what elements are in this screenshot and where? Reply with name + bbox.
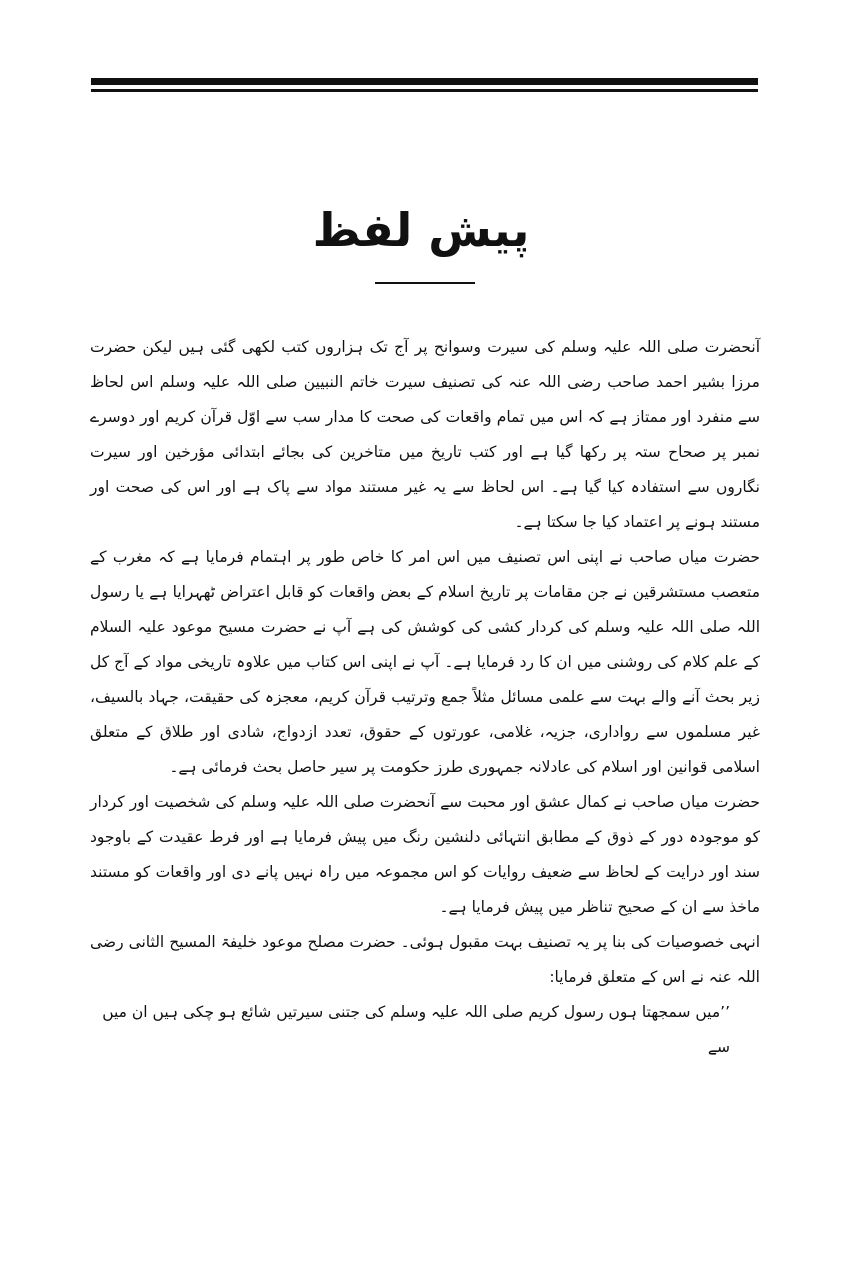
title-underline xyxy=(375,282,475,284)
paragraph: انہی خصوصیات کی بنا پر یہ تصنیف بہت مقبول ہوئی۔ حضرت مصلح موعود خلیفۃ المسیح الثانی رضی اللہ عنہ نے اس کے متعلق فرمایا: xyxy=(90,933,760,986)
header-rule-thick xyxy=(91,78,758,85)
paragraph: حضرت میاں صاحب نے کمال عشق اور محبت سے آنحضرت صلی اللہ علیہ وسلم کی شخصیت اور کردار کو موجودہ دور کے ذوق کے مطابق انتہائی دلنشین رنگ میں پیش فرمایا ہے اور فرط عقیدت کے باوجود سند اور درایت کے لحاظ سے ضعیف روایات کو اس مجموعہ میں راہ نہیں پانے دی اور واقعات کو مستند ماخذ سے ان کے صحیح تناظر میں پیش فرمایا ہے۔ xyxy=(90,793,760,916)
paragraph: حضرت میاں صاحب نے اپنی اس تصنیف میں اس امر کا خاص طور پر اہتمام فرمایا ہے کہ مغرب کے متعصب مستشرقین نے جن مقامات پر تاریخ اسلام کے بعض واقعات کو قابل اعتراض ٹھہرایا ہے یا رسول اللہ صلی اللہ علیہ وسلم کی کردار کشی کی کوشش کی ہے آپ نے حضرت مسیح موعود علیہ السلام کے علم کلام کی روشنی میں ان کا رد فرمایا ہے۔ آپ نے اپنی اس کتاب میں علاوہ تاریخی مواد کے آج کل زیر بحث آنے والے بہت سے علمی مسائل مثلاً جمع وترتیب قرآن کریم، معجزہ کی حقیقت، جہاد بالسیف، غیر مسلموں سے رواداری، جزیہ، غلامی، عورتوں کے حقوق، تعدد ازدواج، شادی اور طلاق کے متعلق اسلامی قوانین اور اسلام کی عادلانہ جمہوری طرز حکومت پر سیر حاصل بحث فرمائی ہے۔ xyxy=(90,548,760,776)
body-text xyxy=(90,330,760,1065)
paragraph: آنحضرت صلی اللہ علیہ وسلم کی سیرت وسوانح پر آج تک ہزاروں کتب لکھی گئی ہیں لیکن حضرت مرزا بشیر احمد صاحب رضی اللہ عنہ کی تصنیف سیرت خاتم النبیین صلی اللہ علیہ وسلم اس لحاظ سے منفرد اور ممتاز ہے کہ اس میں تمام واقعات کی صحت کا مدار سب سے اوّل قرآن کریم اور دوسرے نمبر پر صحاح ستہ پر رکھا گیا ہے اور کتب تاریخ میں متاخرین کی بجائے ابتدائی مؤرخین اور سیرت نگاروں سے استفادہ کیا گیا ہے۔ اس لحاظ سے یہ غیر مستند مواد سے پاک ہے اور اس کی صحت اور مستند ہونے پر اعتماد کیا جا سکتا ہے۔ xyxy=(90,338,760,531)
page-title: پیش لفظ xyxy=(312,203,530,257)
header-rule-thin xyxy=(91,89,758,92)
quotation: ’’میں سمجھتا ہوں رسول کریم صلی اللہ علیہ وسلم کی جتنی سیرتیں شائع ہو چکی ہیں ان میں سے xyxy=(102,1003,730,1056)
